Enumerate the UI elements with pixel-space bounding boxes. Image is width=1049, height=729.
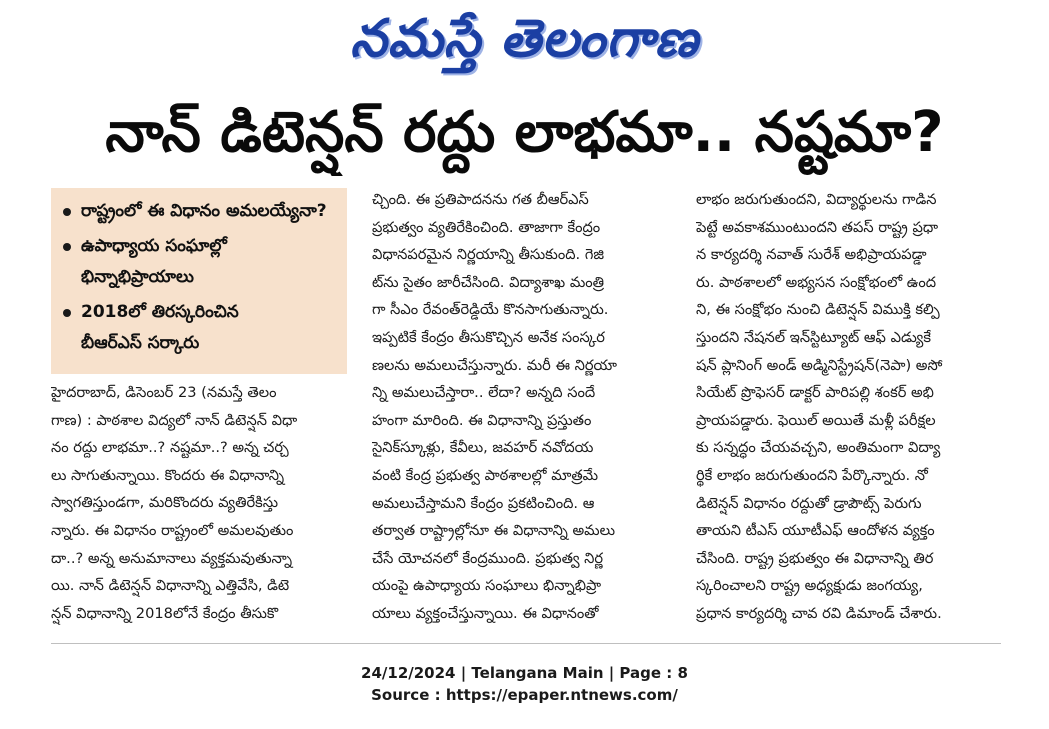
article-line: స్వాగతిస్తుండగా, మరికొందరు వ్యతిరేకిస్తు xyxy=(51,494,279,512)
article-line: విధానపరమైన నిర్ణయాన్ని తీసుకుంది. గెజి xyxy=(372,246,604,264)
article-line: ట్‌ను సైతం జారీచేసింది. విద్యాశాఖ మంత్రి xyxy=(372,273,605,291)
highlight-text: ఉపాధ్యాయ సంఘాల్లో xyxy=(81,236,227,256)
highlights-box xyxy=(51,188,347,374)
article-line: నం రద్దు లాభమా..? నష్టమా..? అన్న చర్చ xyxy=(51,439,289,457)
article-line: యి. నాన్ డిటెన్షన్ విధానాన్ని ఎత్తివేసి, డిటె xyxy=(51,577,290,595)
highlight-item xyxy=(61,231,337,293)
article-line: ప్రధాన కార్యదర్శి చావ రవి డిమాండ్ చేశారు. xyxy=(696,604,942,622)
article-column-2 xyxy=(372,186,678,628)
article-line: షన్ ప్లానింగ్ అండ్ అడ్మినిస్ట్రేషన్(నెపా) అసో xyxy=(696,356,943,374)
article-line: స్కరించాలని రాష్ట్ర అధ్యక్షుడు జంగయ్య, xyxy=(696,577,923,595)
source-link[interactable]: Source : https://epaper.ntnews.com/ xyxy=(371,686,678,704)
article-line: లాభం జరుగుతుందని, విద్యార్థులను గాడిన xyxy=(696,191,937,208)
highlight-item xyxy=(61,196,337,227)
highlight-text: రాష్ట్రంలో ఈ విధానం అమలయ్యేనా? xyxy=(81,201,327,221)
highlight-text: 2018లో తిరస్కరించిన xyxy=(81,302,239,322)
article-column-3 xyxy=(696,186,1006,628)
highlight-text: భిన్నాభిప్రాయాలు xyxy=(81,267,194,287)
article-line: న్షన్ విధానాన్ని 2018లోనే కేంద్రం తీసుకొ xyxy=(51,604,279,622)
article-line: చేసింది. రాష్ట్ర ప్రభుత్వం ఈ విధానాన్ని తిర xyxy=(696,549,934,567)
masthead-logo: నమస్తే తెలంగాణ xyxy=(350,9,699,69)
article-line: గా సీఎం రేవంత్‌రెడ్డియే కొనసాగుతున్నారు. xyxy=(372,301,609,319)
article-line: హంగా మారింది. ఈ విధానాన్ని ప్రస్తుతం xyxy=(372,411,592,429)
article-line: గాణ) : పాఠశాల విద్యలో నాన్ డిటెన్షన్ విధా xyxy=(51,411,298,429)
article-line: ని, ఈ సంక్షోభం నుంచి డిటెన్షన్ విముక్తి కల్పి xyxy=(696,301,940,319)
article-line: స్తుందని నేషనల్ ఇన్‌స్టిట్యూట్ ఆఫ్ ఎడ్యుకే xyxy=(696,328,931,346)
article-column-1 xyxy=(51,379,349,627)
article-line: న్నారు. ఈ విధానం రాష్ట్రంలో అమలవుతుం xyxy=(51,521,294,539)
article-line: అమలుచేస్తామని కేంద్రం ప్రకటించింది. ఆ xyxy=(372,494,595,512)
article-line: సైనిక్‌స్కూళ్లు, కేవీలు, జవహర్ నవోదయ xyxy=(372,439,594,457)
article-line: ప్రాయపడ్డారు. ఫెయిల్ అయితే మళ్లీ పరీక్షల xyxy=(696,411,936,429)
highlight-text: బీఆర్ఎస్ సర్కారు xyxy=(81,333,200,353)
article-line: పెట్టే అవకాశముంటుందని తపస్ రాష్ట్ర ప్రధా xyxy=(696,218,939,236)
article-line: న్ని అమలుచేస్తారా.. లేదా? అన్నది సందే xyxy=(372,384,596,402)
article-line: తర్వాత రాష్ట్రాల్లోనూ ఈ విధానాన్ని అమలు xyxy=(372,522,616,540)
article-line: దా..? అన్న అనుమానాలు వ్యక్తమవుతున్నా xyxy=(51,549,293,567)
article-line: తాయని టీఎస్ యూటీఎఫ్ ఆందోళన వ్యక్తం xyxy=(696,522,935,540)
article-line: హైదరాబాద్, డిసెంబర్ 23 (నమస్తే తెలం xyxy=(51,384,277,401)
article-line: సియేట్ ప్రొఫెసర్ డాక్టర్ పారిపల్లి శంకర్ అభి xyxy=(696,384,934,402)
article-line: వంటి కేంద్ర ప్రభుత్వ పాఠశాలల్లో మాత్రమే xyxy=(372,466,599,484)
article-line: న కార్యదర్శి నవాత్ సురేశ్ అభిప్రాయపడ్డా xyxy=(696,246,927,264)
article-line: కు సన్నద్ధం చేయవచ్చని, అంతిమంగా విద్యా xyxy=(696,439,941,457)
article-headline: నాన్ డిటెన్షన్ రద్దు లాభమా.. నష్టమా? xyxy=(105,100,944,165)
article-line: యాలు వ్యక్తంచేస్తున్నాయి. ఈ విధానంతో xyxy=(372,604,599,622)
article-line: ఇప్పటికే కేంద్రం తీసుకొచ్చిన అనేక సంస్కర xyxy=(372,328,605,346)
article-line: ర్థికే లాభం జరుగుతుందని పేర్కొన్నారు. నో xyxy=(696,466,928,484)
article-line: లు సాగుతున్నాయి. కొందరు ఈ విధానాన్ని xyxy=(51,466,285,484)
article-line: చేసే యోచనలో కేంద్రముంది. ప్రభుత్వ నిర్ణ xyxy=(372,549,604,567)
article-line: ప్రభుత్వం వ్యతిరేకించింది. తాజాగా కేంద్రం xyxy=(372,218,601,236)
article-line: రు. పాఠశాలలో అభ్యసన సంక్షోభంలో ఉంద xyxy=(696,273,937,291)
article-line: యంపై ఉపాధ్యాయ సంఘాలు భిన్నాభిప్రా xyxy=(372,577,602,595)
article-line: ణలను అమలుచేస్తున్నారు. మరీ ఈ నిర్ణయా xyxy=(372,356,617,374)
article-line: డిటెన్షన్ విధానం రద్దుతో డ్రాపౌట్స్ పెరుగు xyxy=(696,494,922,512)
footer xyxy=(0,662,1049,706)
article-line: చ్చింది. ఈ ప్రతిపాదనను గత బీఆర్ఎస్ xyxy=(372,191,589,208)
highlight-item xyxy=(61,297,337,359)
footer-divider xyxy=(51,643,1001,644)
edition-info: 24/12/2024 | Telangana Main | Page : 8 xyxy=(361,664,688,682)
